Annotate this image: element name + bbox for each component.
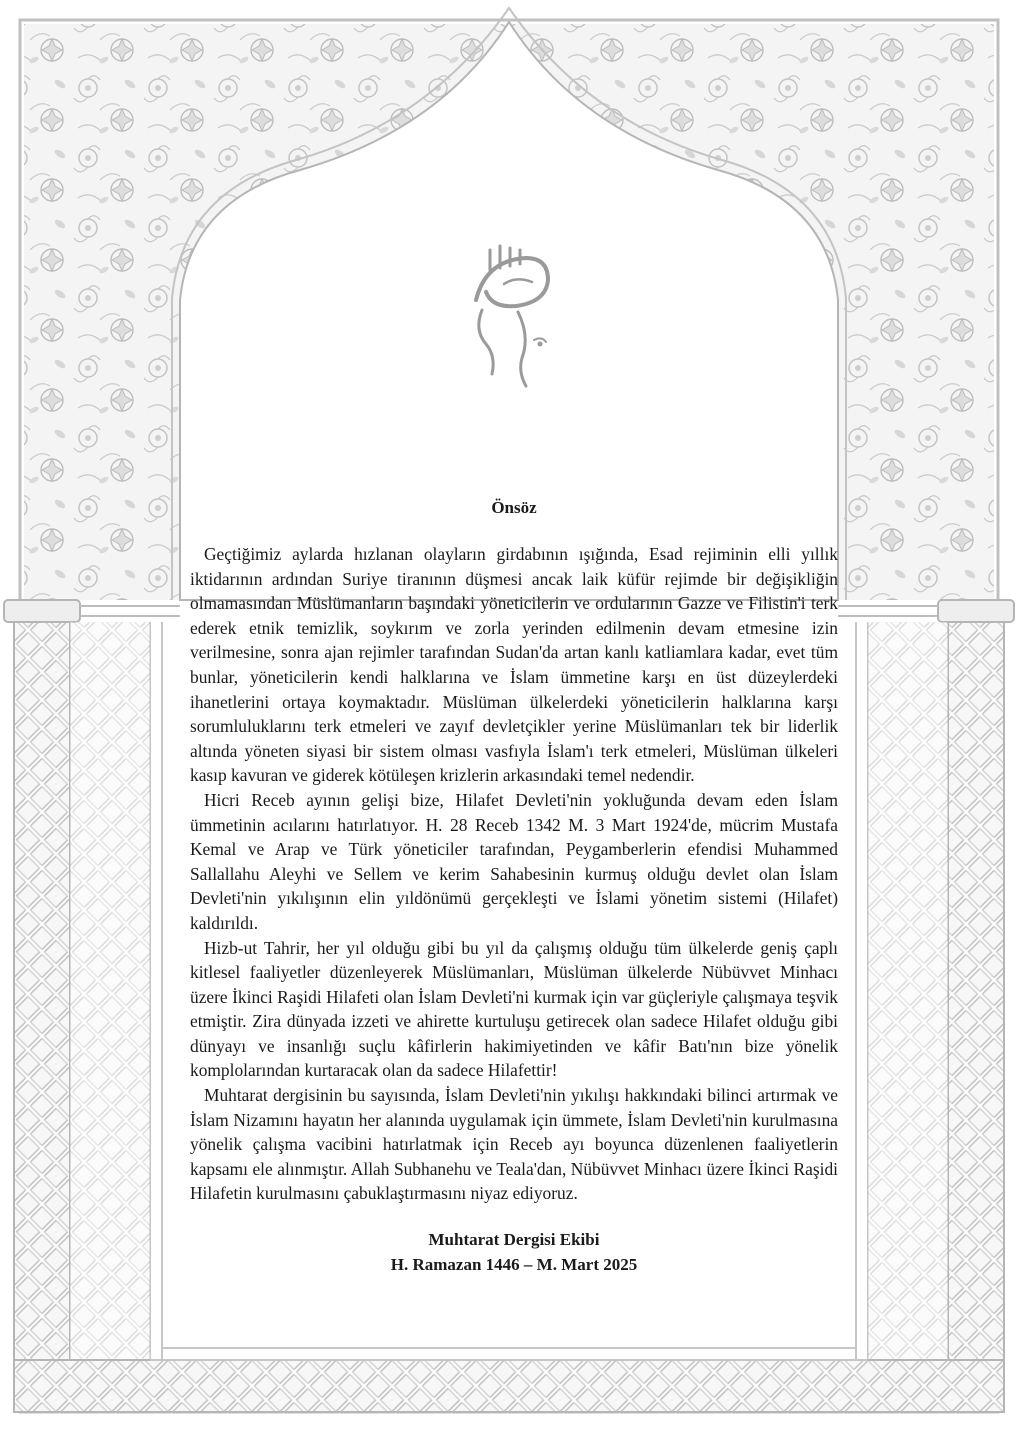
paragraph-2: Hicri Receb ayının gelişi bize, Hilafet Devleti'nin yokluğunda devam eden İslam ümmetinin acılarını hatırlatıyor. H. 28 Receb 1342 M. 3 Mart 1924'de, mücrim Mustafa Kemal ve Arap ve Türk yöneticiler tarafından, Peygamberlerin efendisi Muhammed Sallallahu Aleyhi ve Sellem ve kerim Sahabesinin kurmuş olduğu devlet olan İslam Devleti'nin yıkılışının elin yıldönümü gerçekleşti ve İslami yönetim sistemi (Hilafet) kaldırıldı.: [190, 789, 838, 933]
preface-content: [190, 498, 838, 1277]
paragraph-3: Hizb-ut Tahrir, her yıl olduğu gibi bu yıl da çalışmış olduğu tüm ülkelerde geniş çaplı kitlesel faaliyetler düzenleyerek Müslümanları, Müslüman ülkelerde Nübüvvet Minhacı üzere İkinci Raşidi Hilafeti olan İslam Devleti'ni kurmak için var güçleriyle çalışmaya teşvik etmiştir. Zira dünyada izzeti ve ahirette kurtuluşu getirecek olan sadece Hilafet olduğu gibi dünyayı ve insanlığı suçlu kâfirlerin hakimiyetinden ve kâfir Batı'nın bize yönelik komplolarından kurtaracak olan da sadece Hilafettir!: [190, 937, 838, 1081]
signature-date: H. Ramazan 1446 – M. Mart 2025: [390, 1254, 638, 1274]
paragraph-1: Geçtiğimiz aylarda hızlanan olayların girdabının ışığında, Esad rejiminin elli yıllık iktidarının ardından Suriye tiranının düşmesi ancak laik küfür rejimde bir değişikliğin olmamasından Müslümanların başındaki yöneticilerin ve ordularının Gazze ve Filistin'i terk ederek etnik temizlik, soykırım ve zorla yerinden edilmenin devam etmesine izin verilmesine, sonra ajan rejimler tarafından Sudan'da artan kanlı katliamlara kadar, evet tüm bunlar, yöneticilerin kendi halklarına ve İslam ümmetine karşı en üst düzeylerdeki ihanetlerini ortaya koymaktadır. Müslüman ülkelerdeki yöneticilerin halklarına karşı sorumluluklarını terk etmeleri ve zayıf devletçikler yerine Müslümanları tek bir liderlik altında yöneten siyasi bir sistem olması vasfıyla İslam'ı terk etmeleri, Müslüman ülkeleri kasıp kavuran ve giderek kötüleşen krizlerin arkasındaki temel nedendir.: [190, 544, 838, 786]
page-title: Önsöz: [491, 498, 537, 517]
signature-block: [190, 1228, 838, 1277]
signature-author: Muhtarat Dergisi Ekibi: [428, 1230, 600, 1250]
basmala-calligraphy-icon: [456, 240, 562, 390]
paragraph-4: Muhtarat dergisinin bu sayısında, İslam Devleti'nin yıkılışı hakkındaki bilinci artırmak ve İslam Nizamını hayatın her alanında uygulamak için ümmete, İslam Devleti'nin kurulmasına yönelik çalışma vacibini hatırlatmak için Receb ayı boyunca düzenlenen faaliyetlerin kapsamı ele alınmıştır. Allah Subhanehu ve Teala'dan, Nübüvvet Minhacı üzere İkinci Raşidi Hilafetin kurulmasını çabuklaştırmasını niyaz ediyoruz.: [190, 1085, 838, 1204]
